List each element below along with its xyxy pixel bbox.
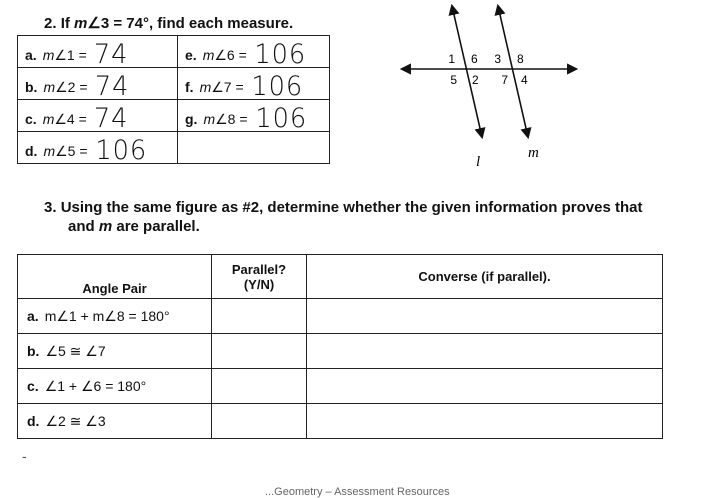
angle-label-8: 8 <box>517 52 524 66</box>
answer-cell-c: c. m∠4 = 74 <box>18 100 178 132</box>
line-m <box>498 6 528 137</box>
angle-label-5: 5 <box>450 73 457 87</box>
answer-cell-f: f. m∠7 = 106 <box>178 68 330 100</box>
handwritten-answer: 106 <box>254 39 306 70</box>
answer-cell-e: e. m∠6 = 106 <box>178 36 330 68</box>
problem-2-title: 2. If m∠3 = 74°, find each measure. <box>44 15 294 32</box>
handwritten-answer: 74 <box>94 71 129 102</box>
header-converse: Converse (if parallel). <box>307 255 663 299</box>
angle-pair-cell: c. ∠1 + ∠6 = 180° <box>18 369 212 404</box>
table-row <box>18 404 663 439</box>
header-parallel: Parallel? (Y/N) <box>212 255 307 299</box>
handwritten-answer: 74 <box>93 39 129 70</box>
table-row <box>18 132 330 164</box>
converse-answer-cell <box>307 369 663 404</box>
answer-cell-d: d. m∠5 = 106 <box>18 132 178 164</box>
line-l-label: l <box>476 154 481 170</box>
handwritten-answer: 106 <box>251 71 303 102</box>
converse-answer-cell <box>307 299 663 334</box>
angle-pair-cell: a. m∠1 + m∠8 = 180° <box>18 299 212 334</box>
page-footer: ...Geometry – Assessment Resources <box>265 486 450 498</box>
angle-label-6: 6 <box>471 52 478 66</box>
angle-pair-cell: d. ∠2 ≅ ∠3 <box>18 404 212 439</box>
angle-label-1: 1 <box>448 52 455 66</box>
table-row <box>18 36 330 68</box>
answer-cell-a: a. m∠1 = 74 <box>18 36 178 68</box>
header-angle-pair: Angle Pair <box>18 255 212 299</box>
table-row <box>18 100 330 132</box>
parallel-answer-cell <box>212 404 307 439</box>
table-header-row <box>18 255 663 299</box>
answer-cell-g: g. m∠8 = 106 <box>178 100 330 132</box>
handwritten-answer: 106 <box>94 135 147 166</box>
handwritten-answer: 106 <box>254 103 307 134</box>
answer-cell-b: b. m∠2 = 74 <box>18 68 178 100</box>
table-row <box>18 299 663 334</box>
table-row <box>18 334 663 369</box>
parallel-answer-cell <box>212 369 307 404</box>
handwritten-answer: 74 <box>93 103 129 134</box>
table-row <box>18 369 663 404</box>
empty-cell <box>178 132 330 164</box>
line-m-label: m <box>528 145 539 161</box>
angle-label-7: 7 <box>501 73 508 87</box>
converse-answer-cell <box>307 404 663 439</box>
angle-label-4: 4 <box>521 73 528 87</box>
problem-3-title-line-2: and m are parallel. <box>68 218 200 235</box>
problem-2-table <box>17 35 330 164</box>
table-row <box>18 68 330 100</box>
parallel-answer-cell <box>212 299 307 334</box>
parallel-lines-figure <box>390 0 590 175</box>
line-l <box>452 6 482 137</box>
converse-answer-cell <box>307 334 663 369</box>
angle-pair-cell: b. ∠5 ≅ ∠7 <box>18 334 212 369</box>
angle-label-3: 3 <box>494 52 501 66</box>
stray-mark: - <box>22 448 27 464</box>
angle-label-2: 2 <box>472 73 479 87</box>
problem-3-title: 3. Using the same figure as #2, determine whether the given information proves that <box>44 199 643 216</box>
problem-3-table <box>17 254 663 439</box>
parallel-answer-cell <box>212 334 307 369</box>
